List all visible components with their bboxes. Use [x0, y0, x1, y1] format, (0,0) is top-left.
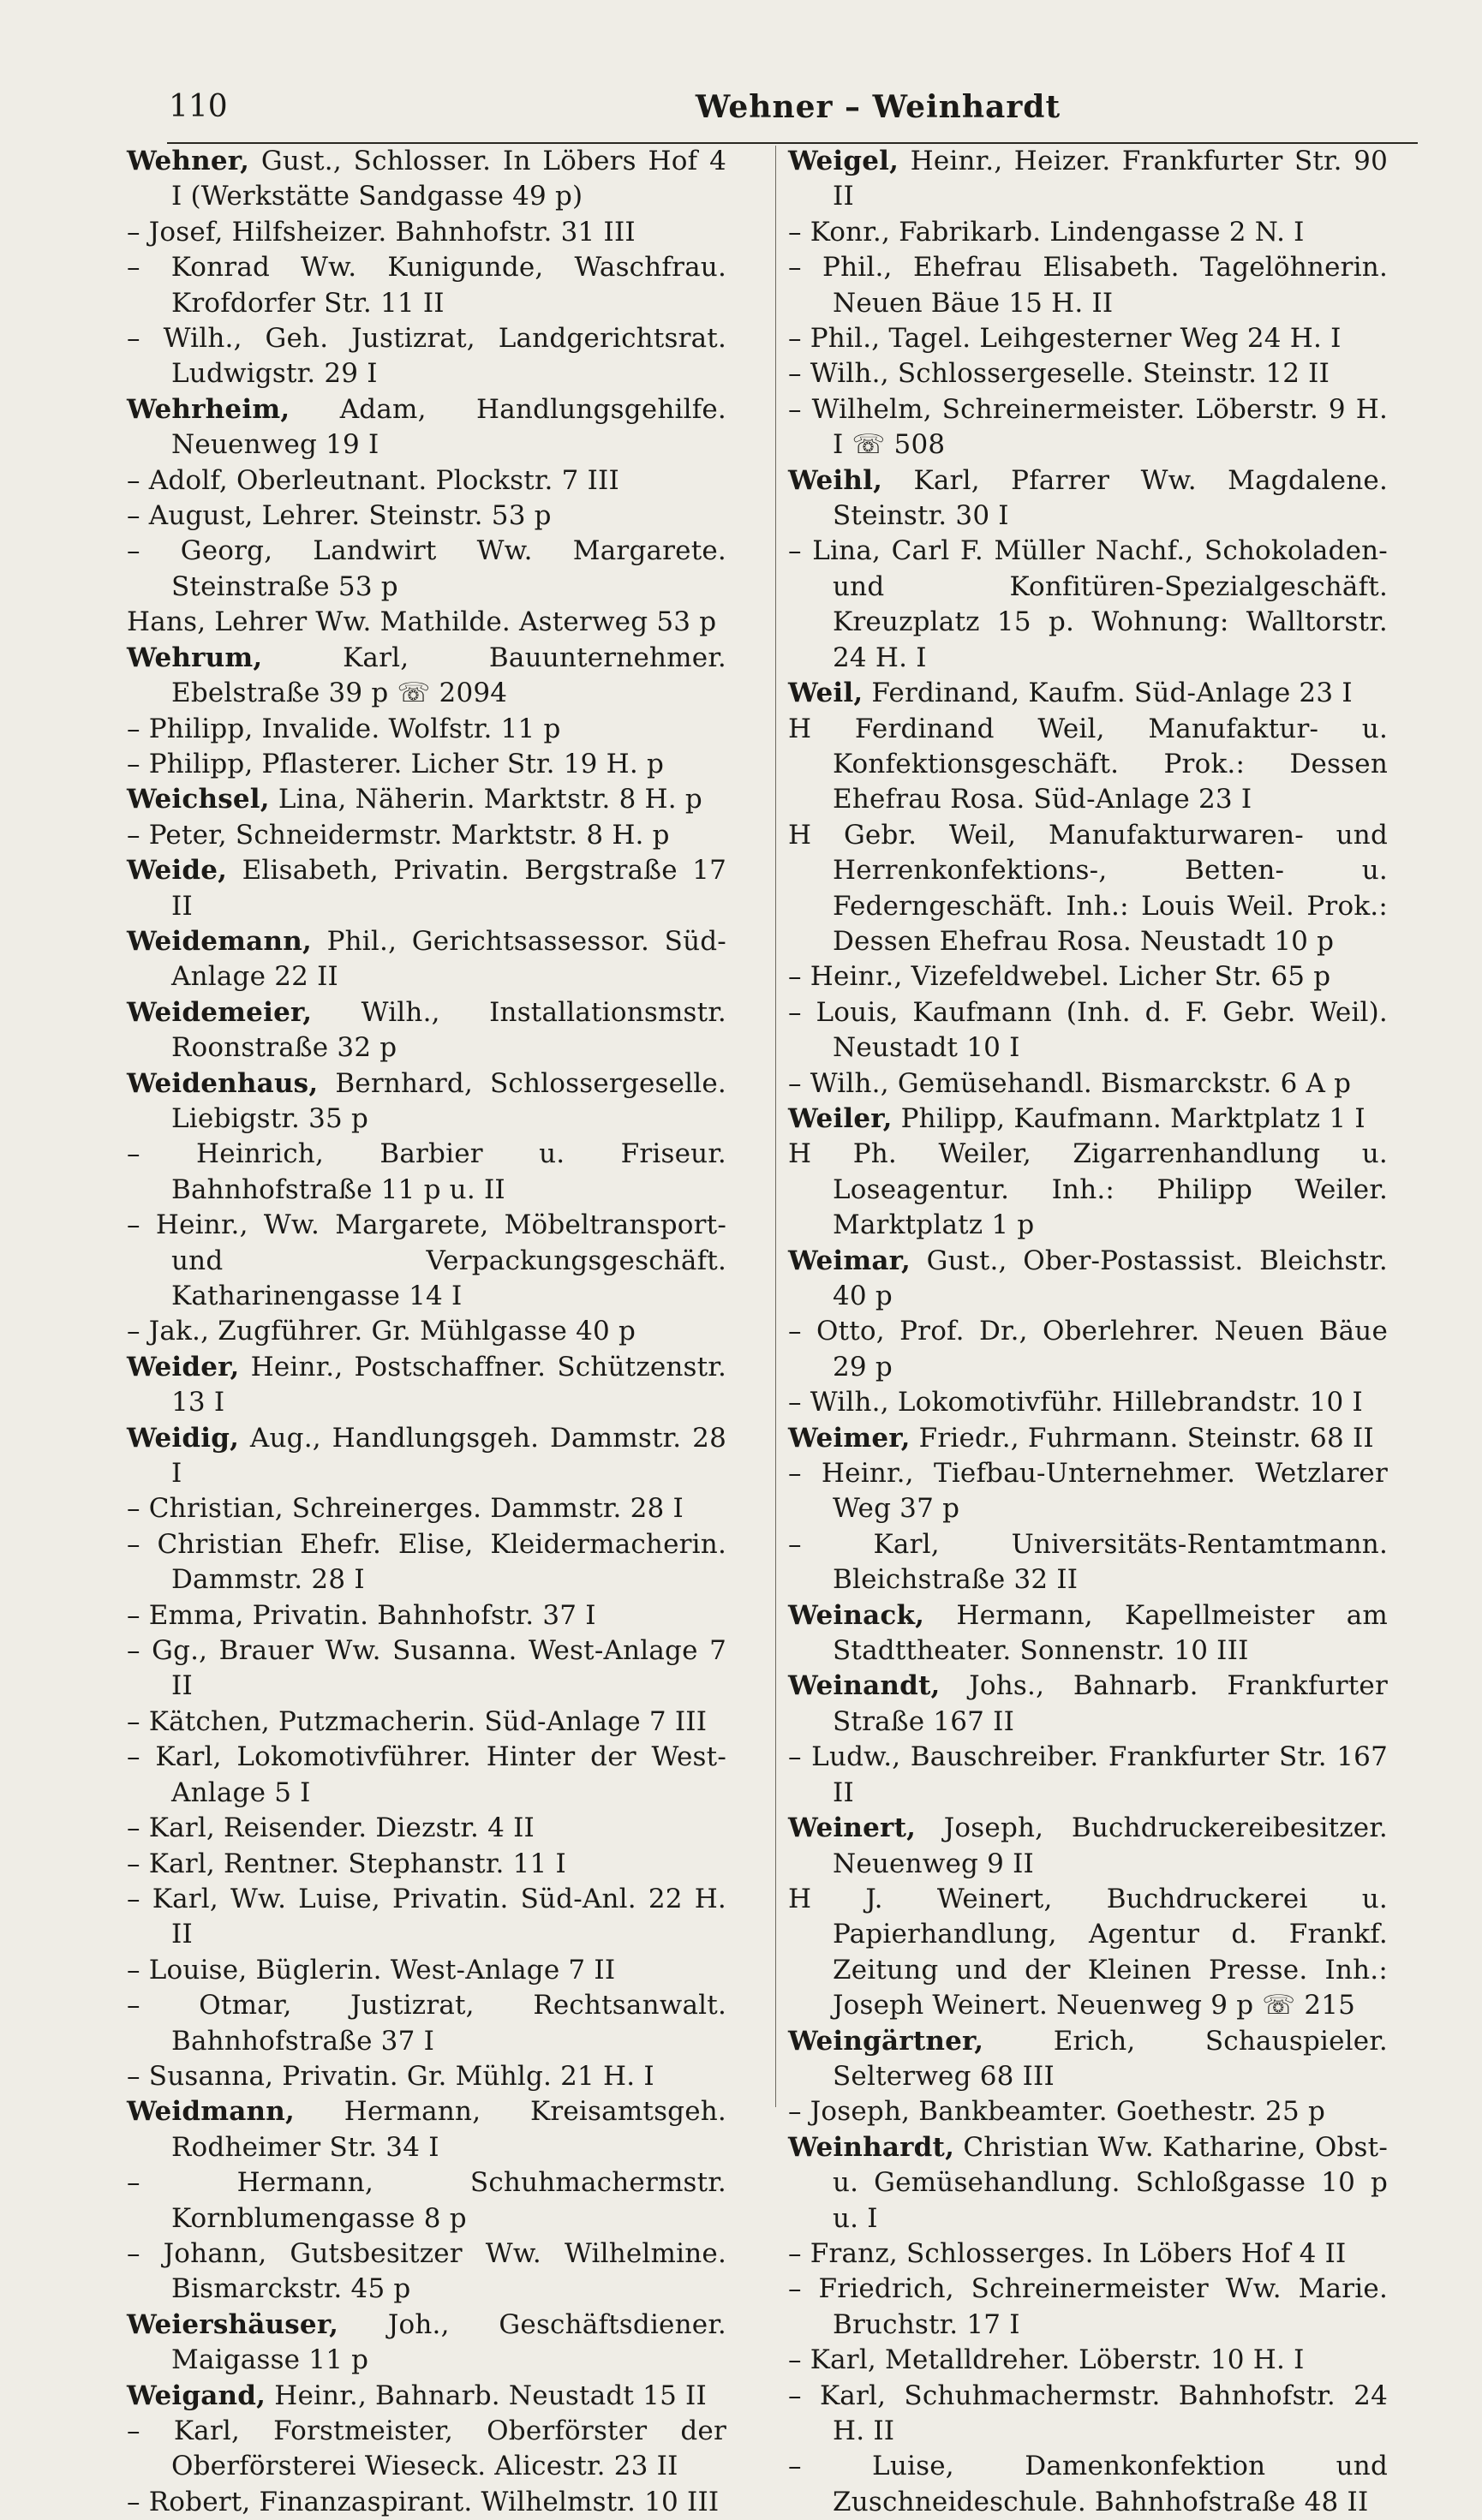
- entry-details: Hans, Lehrer Ww. Mathilde. Asterweg 53 p: [127, 606, 717, 638]
- entry-surname: Weidemeier,: [127, 996, 313, 1028]
- running-title: Wehner – Weinhardt: [695, 89, 1061, 125]
- directory-entry: [788, 2449, 1388, 2520]
- entry-details: Joseph, Buchdruckereibesitzer. Neuenweg 9 II: [833, 1812, 1388, 1879]
- entry-details: – Adolf, Oberleutnant. Plockstr. 7 III: [127, 464, 619, 496]
- directory-entry: [788, 995, 1388, 1066]
- entry-surname: Weil,: [788, 678, 864, 709]
- directory-entry: [788, 321, 1388, 356]
- directory-entry: [127, 1208, 726, 1314]
- entry-details: Wilh., Installationsmstr. Roonstraße 32 p: [171, 996, 726, 1064]
- entry-details: Phil., Gerichtsassessor. Süd-Anlage 22 II: [171, 925, 726, 993]
- directory-entry: [127, 641, 726, 712]
- entry-details: – Gg., Brauer Ww. Susanna. West-Anlage 7 II: [127, 1635, 726, 1702]
- entry-details: – Joseph, Bankbeamter. Goethestr. 25 p: [788, 2096, 1325, 2128]
- entry-surname: Weinack,: [788, 1599, 925, 1631]
- entry-details: – Karl, Lokomotivführer. Hinter der West-Anlage 5 I: [127, 1741, 726, 1808]
- entry-details: – Christian, Schreinerges. Dammstr. 28 I: [127, 1493, 684, 1525]
- directory-entry: [127, 392, 726, 463]
- entry-details: – Kätchen, Putzmacherin. Süd-Anlage 7 III: [127, 1705, 708, 1737]
- entry-details: Hermann, Kapellmeister am Stadttheater. Sonnenstr. 10 III: [833, 1599, 1388, 1667]
- entry-details: – Karl, Metalldreher. Löberstr. 10 H. I: [788, 2344, 1305, 2376]
- directory-entry: [788, 1456, 1388, 1527]
- entry-details: Elisabeth, Privatin. Bergstraße 17 II: [171, 855, 726, 922]
- directory-entry: [127, 250, 726, 321]
- entry-details: Philipp, Kaufmann. Marktplatz 1 I: [900, 1102, 1365, 1134]
- directory-entry: [788, 712, 1388, 818]
- directory-entry: [788, 2024, 1388, 2095]
- entry-details: – Hermann, Schuhmachermstr. Kornblumengasse 8 p: [127, 2167, 726, 2234]
- entry-surname: Weiler,: [788, 1102, 893, 1134]
- entry-surname: Weider,: [127, 1351, 240, 1382]
- entry-surname: Weidmann,: [127, 2096, 296, 2128]
- directory-entry: [788, 392, 1388, 463]
- entry-details: Bernhard, Schlossergeselle. Liebigstr. 35 p: [171, 1067, 726, 1134]
- directory-entry: [788, 144, 1388, 215]
- entry-details: – Konrad Ww. Kunigunde, Waschfrau. Krofdorfer Str. 11 II: [127, 252, 726, 319]
- directory-entry: [788, 2094, 1388, 2129]
- right-column: [788, 144, 1388, 2520]
- directory-entry: [788, 1385, 1388, 1420]
- entry-details: – Heinr., Tiefbau-Unternehmer. Wetzlarer Weg 37 p: [788, 1458, 1388, 1525]
- directory-entry: [788, 1066, 1388, 1102]
- directory-entry: [788, 2236, 1388, 2272]
- directory-entry: [127, 1633, 726, 1705]
- page-header: [167, 86, 1418, 144]
- directory-entry: [127, 818, 726, 853]
- directory-entry: [127, 605, 726, 640]
- entry-surname: Weingärtner,: [788, 2025, 984, 2057]
- directory-entry: [127, 215, 726, 250]
- directory-entry: [127, 2485, 726, 2520]
- directory-entry: [127, 144, 726, 215]
- directory-entry: [127, 321, 726, 392]
- entry-details: – Peter, Schneidermstr. Marktstr. 8 H. p: [127, 819, 670, 851]
- directory-entry: [127, 1882, 726, 1953]
- directory-entry: [788, 959, 1388, 994]
- entry-details: Erich, Schauspieler. Selterweg 68 III: [833, 2025, 1388, 2092]
- entry-surname: Weide,: [127, 855, 228, 887]
- directory-entry: [127, 747, 726, 782]
- entry-details: Aug., Handlungsgeh. Dammstr. 28 I: [171, 1422, 726, 1490]
- page-number: 110: [169, 89, 228, 124]
- entry-details: – Heinrich, Barbier u. Friseur. Bahnhofstraße 11 p u. II: [127, 1138, 726, 1205]
- directory-entry: [127, 2379, 726, 2414]
- left-column: [127, 144, 726, 2520]
- directory-entry: [127, 463, 726, 499]
- entry-details: H Gebr. Weil, Manufakturwaren- und Herrenkonfektions-, Betten- u. Federngeschäft. Inh.: Louis Weil. Prok.: Dessen Ehefrau Rosa. Neustadt 10 p: [788, 819, 1388, 957]
- directory-entry: [127, 2094, 726, 2165]
- entry-details: – Karl, Universitäts-Rentamtmann. Bleichstraße 32 II: [788, 1528, 1388, 1596]
- entry-details: H Ferdinand Weil, Manufaktur- u. Konfektionsgeschäft. Prok.: Dessen Ehefrau Rosa. Süd-Anlage 23 I: [788, 713, 1388, 815]
- directory-entry: [127, 1740, 726, 1811]
- directory-entry: [127, 499, 726, 534]
- entry-details: Christian Ww. Katharine, Obst- u. Gemüsehandlung. Schloßgasse 10 p u. I: [833, 2131, 1388, 2234]
- directory-entry: [788, 1102, 1388, 1137]
- directory-entry: [127, 2414, 726, 2485]
- entry-details: – Emma, Privatin. Bahnhofstr. 37 I: [127, 1599, 596, 1631]
- directory-entry: [788, 1811, 1388, 1882]
- directory-entry: [788, 1882, 1388, 2024]
- entry-details: Karl, Bauunternehmer. Ebelstraße 39 p ☏ 2094: [171, 642, 726, 709]
- directory-entry: [788, 534, 1388, 676]
- directory-entry: [127, 2236, 726, 2308]
- directory-entry: [788, 356, 1388, 391]
- directory-entry: [127, 1598, 726, 1633]
- entry-details: Heinr., Bahnarb. Neustadt 15 II: [274, 2380, 707, 2411]
- entry-details: Lina, Näherin. Marktstr. 8 H. p: [278, 784, 702, 815]
- directory-entry: [127, 1988, 726, 2059]
- directory-entry: [788, 1421, 1388, 1456]
- entry-details: Gust., Ober-Postassist. Bleichstr. 40 p: [833, 1245, 1388, 1311]
- directory-entry: [127, 2059, 726, 2094]
- directory-entry: [788, 818, 1388, 960]
- directory-entry: [788, 463, 1388, 534]
- directory-entry: [127, 1811, 726, 1846]
- entry-details: – Wilh., Lokomotivführ. Hillebrandstr. 10 I: [788, 1387, 1363, 1418]
- entry-details: – Lina, Carl F. Müller Nachf., Schokoladen- und Konfitüren-Spezialgeschäft. Kreuzplatz 15 p. Wohnung: Walltorstr. 24 H. I: [788, 535, 1388, 673]
- entry-details: – Johann, Gutsbesitzer Ww. Wilhelmine. Bismarckstr. 45 p: [127, 2237, 726, 2305]
- entry-details: – Otmar, Justizrat, Rechtsanwalt. Bahnhofstraße 37 I: [127, 1990, 726, 2057]
- entry-surname: Weinert,: [788, 1812, 917, 1844]
- entry-details: Hermann, Kreisamtsgeh. Rodheimer Str. 34 I: [171, 2096, 726, 2163]
- directory-entry: [788, 215, 1388, 250]
- entry-details: H J. Weinert, Buchdruckerei u. Papierhandlung, Agentur d. Frankf. Zeitung und der Kleinen Presse. Inh.: Joseph Weinert. Neuenweg 9 p ☏ 215: [788, 1883, 1388, 2021]
- entry-surname: Weichsel,: [127, 784, 270, 815]
- directory-entry: [788, 1740, 1388, 1811]
- directory-entry: [127, 853, 726, 924]
- entry-details: – Wilh., Schlossergeselle. Steinstr. 12 II: [788, 358, 1330, 390]
- directory-entry: [127, 1137, 726, 1208]
- entry-surname: Weidemann,: [127, 925, 312, 957]
- entry-details: – Louis, Kaufmann (Inh. d. F. Gebr. Weil). Neustadt 10 I: [788, 996, 1388, 1064]
- entry-surname: Weiershäuser,: [127, 2308, 339, 2340]
- directory-entry: [127, 2165, 726, 2236]
- entry-surname: Weigand,: [127, 2380, 266, 2411]
- entry-details: – Susanna, Privatin. Gr. Mühlg. 21 H. I: [127, 2060, 654, 2092]
- entry-details: Karl, Pfarrer Ww. Magdalene. Steinstr. 30 I: [833, 464, 1388, 532]
- entry-surname: Weimar,: [788, 1245, 911, 1276]
- entry-details: – Phil., Tagel. Leihgesterner Weg 24 H. I: [788, 323, 1342, 355]
- entry-surname: Weidig,: [127, 1422, 240, 1454]
- directory-entry: [788, 1527, 1388, 1598]
- directory-entry: [127, 1066, 726, 1138]
- directory-entry: [127, 924, 726, 995]
- entry-surname: Weihl,: [788, 464, 883, 496]
- directory-entry: [788, 1669, 1388, 1740]
- directory-entry: [127, 1421, 726, 1492]
- entry-details: – Otto, Prof. Dr., Oberlehrer. Neuen Bäue 29 p: [788, 1316, 1388, 1382]
- column-divider: [775, 146, 776, 2107]
- directory-entry: [788, 250, 1388, 321]
- directory-entry: [788, 1244, 1388, 1315]
- directory-entry: [788, 2272, 1388, 2343]
- entry-details: – Philipp, Pflasterer. Licher Str. 19 H. p: [127, 748, 664, 779]
- entry-details: – Jak., Zugführer. Gr. Mühlgasse 40 p: [127, 1316, 636, 1347]
- entry-details: – Heinr., Vizefeldwebel. Licher Str. 65 p: [788, 961, 1331, 993]
- entry-details: – Christian Ehefr. Elise, Kleidermacherin. Dammstr. 28 I: [127, 1528, 726, 1596]
- directory-entry: [127, 712, 726, 747]
- entry-details: Heinr., Heizer. Frankfurter Str. 90 II: [833, 146, 1388, 212]
- directory-entry: [788, 1314, 1388, 1385]
- entry-details: Ferdinand, Kaufm. Süd-Anlage 23 I: [871, 678, 1353, 709]
- directory-entry: [127, 1953, 726, 1988]
- entry-details: – Georg, Landwirt Ww. Margarete. Steinstraße 53 p: [127, 535, 726, 602]
- directory-entry: [788, 2343, 1388, 2378]
- entry-details: – Wilh., Geh. Justizrat, Landgerichtsrat. Ludwigstr. 29 I: [127, 323, 726, 390]
- entry-details: – Philipp, Invalide. Wolfstr. 11 p: [127, 713, 561, 744]
- directory-entry: [127, 2308, 726, 2379]
- entry-details: H Ph. Weiler, Zigarrenhandlung u. Loseagentur. Inh.: Philipp Weiler. Marktplatz 1 p: [788, 1138, 1388, 1241]
- directory-entry: [127, 782, 726, 817]
- entry-details: – Ludw., Bauschreiber. Frankfurter Str. 167 II: [788, 1741, 1388, 1808]
- directory-entry: [788, 2130, 1388, 2236]
- directory-entry: [127, 1350, 726, 1421]
- entry-details: – Wilhelm, Schreinermeister. Löberstr. 9 H. I ☏ 508: [788, 393, 1388, 461]
- entry-details: – Karl, Schuhmachermstr. Bahnhofstr. 24 H. II: [788, 2380, 1388, 2446]
- directory-entry: [788, 1598, 1388, 1669]
- entry-details: – Konr., Fabrikarb. Lindengasse 2 N. I: [788, 216, 1305, 248]
- directory-entry: [127, 995, 726, 1066]
- entry-details: – Louise, Büglerin. West-Anlage 7 II: [127, 1954, 616, 1986]
- entry-details: – August, Lehrer. Steinstr. 53 p: [127, 500, 552, 532]
- directory-entry: [127, 1847, 726, 1882]
- entry-surname: Weidenhaus,: [127, 1067, 319, 1099]
- entry-details: Adam, Handlungsgehilfe. Neuenweg 19 I: [171, 393, 726, 461]
- entry-surname: Weinhardt,: [788, 2131, 955, 2163]
- entry-details: – Luise, Damenkonfektion und Zuschneideschule. Bahnhofstraße 48 II: [788, 2451, 1388, 2517]
- entry-surname: Wehrheim,: [127, 393, 290, 425]
- entry-details: – Franz, Schlosserges. In Löbers Hof 4 II: [788, 2237, 1347, 2269]
- directory-entry: [127, 534, 726, 605]
- entry-surname: Weinandt,: [788, 1670, 941, 1702]
- entry-details: – Karl, Ww. Luise, Privatin. Süd-Anl. 22 H. II: [127, 1883, 726, 1950]
- entry-details: – Heinr., Ww. Margarete, Möbeltransport- und Verpackungsgeschäft. Katharinengasse 14 I: [127, 1209, 726, 1311]
- entry-surname: Wehrum,: [127, 642, 263, 673]
- entry-details: – Karl, Rentner. Stephanstr. 11 I: [127, 1848, 566, 1879]
- entry-details: Heinr., Postschaffner. Schützenstr. 13 I: [171, 1351, 726, 1418]
- directory-entry: [788, 676, 1388, 711]
- directory-entry: [788, 1137, 1388, 1243]
- entry-details: – Karl, Forstmeister, Oberförster der Oberförsterei Wieseck. Alicestr. 23 II: [127, 2415, 726, 2482]
- entry-details: – Robert, Finanzaspirant. Wilhelmstr. 10 III: [127, 2486, 720, 2517]
- directory-entry: [788, 2379, 1388, 2450]
- directory-entry: [127, 1527, 726, 1598]
- entry-details: Johs., Bahnarb. Frankfurter Straße 167 II: [833, 1670, 1388, 1737]
- entry-details: – Josef, Hilfsheizer. Bahnhofstr. 31 III: [127, 216, 636, 248]
- entry-details: Gust., Schlosser. In Löbers Hof 4 I (Werkstätte Sandgasse 49 p): [171, 146, 726, 212]
- entry-details: – Friedrich, Schreinermeister Ww. Marie. Bruchstr. 17 I: [788, 2273, 1388, 2340]
- entry-details: – Wilh., Gemüsehandl. Bismarckstr. 6 A p: [788, 1067, 1352, 1099]
- directory-entry: [127, 1314, 726, 1349]
- entry-details: Friedr., Fuhrmann. Steinstr. 68 II: [918, 1422, 1374, 1454]
- entry-details: – Phil., Ehefrau Elisabeth. Tagelöhnerin. Neuen Bäue 15 H. II: [788, 252, 1388, 319]
- entry-details: Joh., Geschäftsdiener. Maigasse 11 p: [171, 2308, 726, 2376]
- entry-surname: Weigel,: [788, 146, 899, 176]
- entry-surname: Weimer,: [788, 1422, 911, 1454]
- entry-surname: Wehner,: [127, 146, 250, 176]
- directory-entry: [127, 1705, 726, 1740]
- entry-details: – Karl, Reisender. Diezstr. 4 II: [127, 1812, 535, 1844]
- directory-entry: [127, 1491, 726, 1526]
